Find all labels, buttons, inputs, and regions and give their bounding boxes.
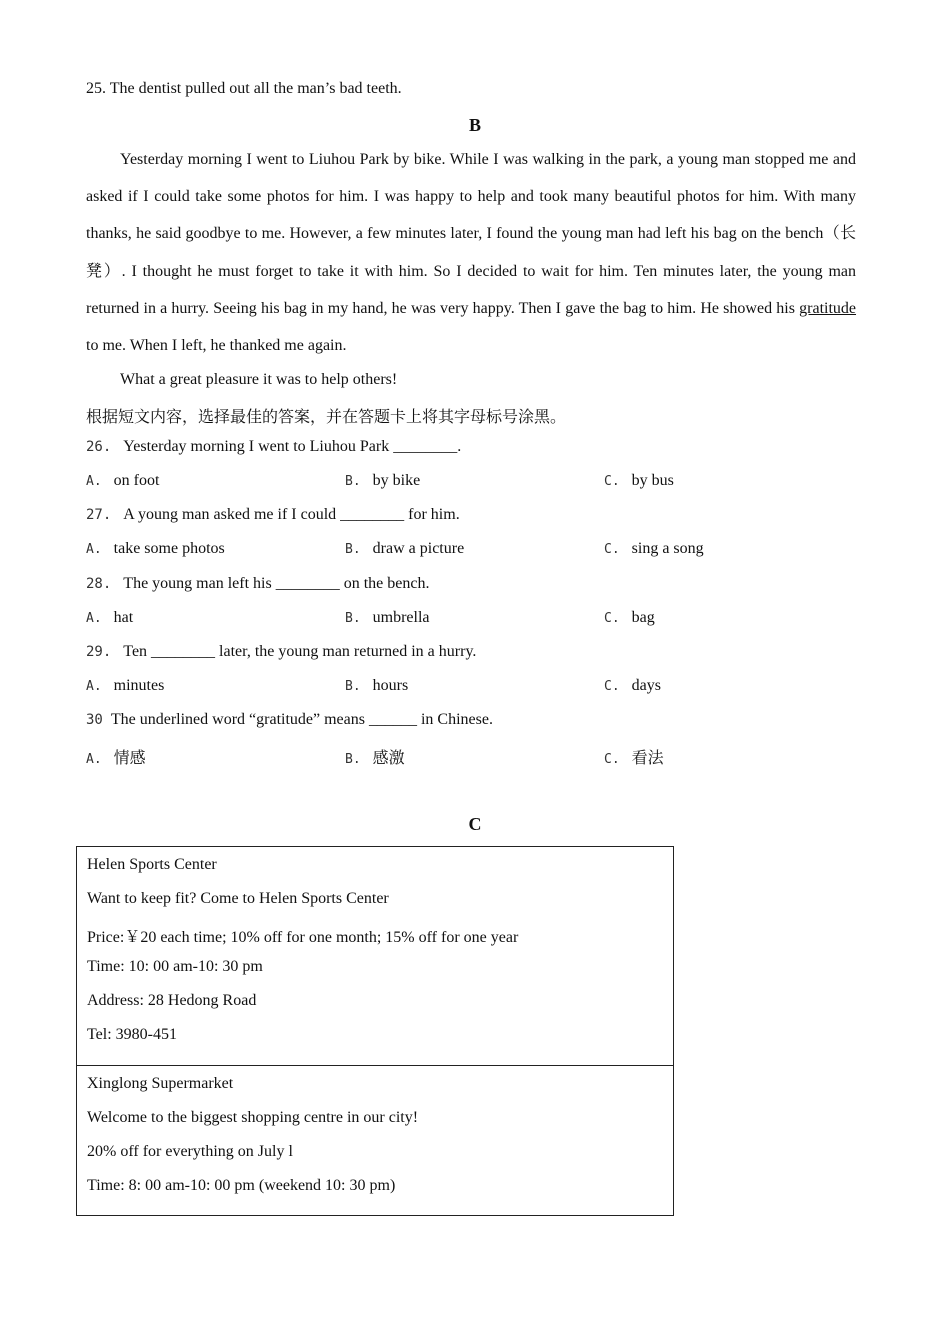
option-label: A. xyxy=(86,474,102,489)
option-text: on foot xyxy=(113,472,160,489)
option-text: minutes xyxy=(113,677,165,694)
option-text: by bike xyxy=(372,472,421,489)
ad-line: 20% off for everything on July l xyxy=(87,1143,293,1160)
option-text: days xyxy=(631,677,661,694)
question-number: 29. xyxy=(86,644,112,660)
question-text: Ten ________ later, the young man returned in a hurry. xyxy=(123,643,477,660)
question-text: A young man asked me if I could ________ for him. xyxy=(123,506,460,523)
passage-b xyxy=(86,141,856,364)
passage-paragraph-1 xyxy=(86,141,856,364)
ad-line: Want to keep fit? Come to Helen Sports Center xyxy=(87,890,389,907)
ad-line: Address: 28 Hedong Road xyxy=(87,992,257,1009)
ad-helen-sports-center xyxy=(77,847,673,1065)
ads-table xyxy=(76,846,674,1216)
option-label: B. xyxy=(345,542,361,557)
question-27 xyxy=(86,506,460,524)
option-29-a[interactable] xyxy=(86,677,164,695)
option-26-c[interactable] xyxy=(604,472,674,490)
option-label: A. xyxy=(86,752,102,767)
question-25: 25. The dentist pulled out all the man’s bad teeth. xyxy=(86,80,402,97)
option-text: 看法 xyxy=(631,750,664,767)
question-number: 26. xyxy=(86,439,112,455)
option-28-b[interactable] xyxy=(345,609,430,627)
section-b-title: B xyxy=(468,115,481,135)
option-label: B. xyxy=(345,611,361,626)
option-28-c[interactable] xyxy=(604,609,655,627)
option-label: C. xyxy=(604,474,620,489)
option-text: sing a song xyxy=(631,540,704,557)
ad-line: Xinglong Supermarket xyxy=(87,1075,234,1092)
instruction: 根据短文内容，选择最佳的答案，并在答题卡上将其字母标号涂黑。 xyxy=(86,409,567,426)
paragraph-1-end: to me. When I left, he thanked me again. xyxy=(86,337,347,355)
question-text: The underlined word “gratitude” means ______ in Chinese. xyxy=(110,711,493,728)
option-26-a[interactable] xyxy=(86,472,159,490)
ad-line: Tel: 3980-451 xyxy=(87,1026,177,1043)
ad-xinglong-supermarket xyxy=(77,1065,673,1215)
option-label: C. xyxy=(604,752,620,767)
option-label: C. xyxy=(604,542,620,557)
option-text: 情感 xyxy=(113,750,146,767)
option-text: umbrella xyxy=(372,609,430,626)
option-text: hat xyxy=(113,609,134,626)
option-label: C. xyxy=(604,611,620,626)
passage-paragraph-2: What a great pleasure it was to help others! xyxy=(120,371,398,388)
option-29-c[interactable] xyxy=(604,677,661,695)
question-number: 27. xyxy=(86,507,112,523)
option-label: A. xyxy=(86,542,102,557)
ad-line: Time: 8: 00 am-10: 00 pm (weekend 10: 30 pm) xyxy=(87,1177,396,1194)
option-label: C. xyxy=(604,679,620,694)
option-text: 感激 xyxy=(372,750,405,767)
option-text: by bus xyxy=(631,472,674,489)
ad-line: Helen Sports Center xyxy=(87,856,217,873)
question-number: 30 xyxy=(86,712,103,728)
option-29-b[interactable] xyxy=(345,677,408,695)
paragraph-1-text: Yesterday morning I went to Liuhou Park by bike. While I was walking in the park, a young man stopped me and asked if I could take some photos for him. I was happy to help and took many beautiful photos for him. With many thanks, he said goodbye to me. However, a few minutes later, I found the young man had left his bag on the bench（长凳）. I thought he must forget to take it with him. So I decided to wait for him. Ten minutes later, the young man returned in a hurry. Seeing his bag in my hand, he was very happy. Then I gave the bag to him. He showed his xyxy=(86,151,856,317)
ad-line: Time: 10: 00 am-10: 30 pm xyxy=(87,958,263,975)
option-27-b[interactable] xyxy=(345,540,464,558)
option-label: A. xyxy=(86,679,102,694)
option-label: B. xyxy=(345,679,361,694)
question-text: The young man left his ________ on the bench. xyxy=(123,575,430,592)
question-30 xyxy=(86,711,493,729)
option-30-b[interactable] xyxy=(345,745,405,768)
ad-line: Price:￥20 each time; 10% off for one month; 15% off for one year xyxy=(87,929,519,946)
option-label: A. xyxy=(86,611,102,626)
option-27-c[interactable] xyxy=(604,540,704,558)
option-text: take some photos xyxy=(113,540,225,557)
ad-line: Welcome to the biggest shopping centre in our city! xyxy=(87,1109,419,1126)
question-text: Yesterday morning I went to Liuhou Park ________. xyxy=(123,438,462,455)
question-29 xyxy=(86,643,476,661)
question-number: 28. xyxy=(86,576,112,592)
option-text: hours xyxy=(372,677,409,694)
option-label: B. xyxy=(345,474,361,489)
option-28-a[interactable] xyxy=(86,609,133,627)
option-27-a[interactable] xyxy=(86,540,225,558)
option-30-a[interactable] xyxy=(86,745,146,768)
underlined-word: gratitude xyxy=(799,299,857,317)
option-text: bag xyxy=(631,609,655,626)
option-30-c[interactable] xyxy=(604,745,664,768)
question-28 xyxy=(86,575,429,593)
option-label: B. xyxy=(345,752,361,767)
question-26 xyxy=(86,438,461,456)
option-text: draw a picture xyxy=(372,540,465,557)
section-c-title: C xyxy=(468,814,482,834)
option-26-b[interactable] xyxy=(345,472,420,490)
